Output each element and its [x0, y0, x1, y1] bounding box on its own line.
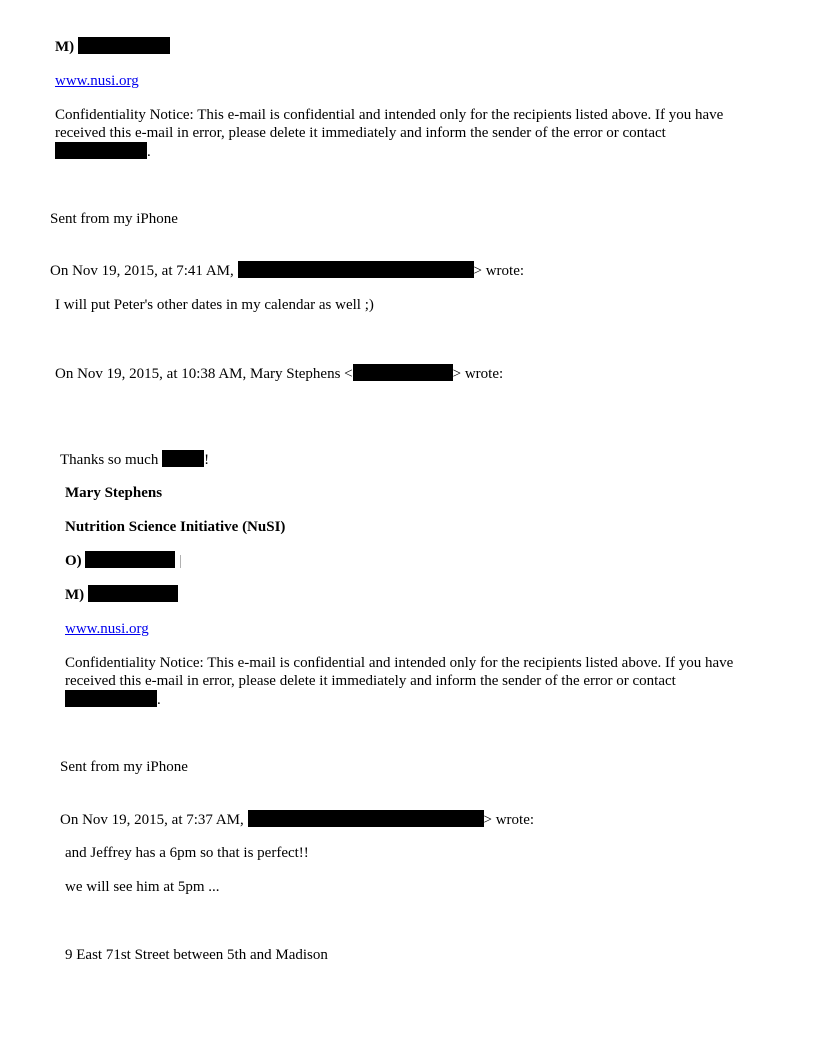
thanks-line	[60, 450, 209, 469]
address-line: 9 East 71st Street between 5th and Madison	[65, 947, 328, 963]
redaction-bar	[88, 585, 178, 602]
redaction-bar	[65, 690, 157, 707]
thanks-prefix: Thanks so much	[60, 452, 159, 468]
quote-prefix: On Nov 19, 2015, at 7:37 AM,	[60, 812, 244, 828]
quote-header-3	[60, 810, 534, 829]
website-line-2	[65, 620, 149, 638]
mobile-label: M)	[55, 39, 75, 55]
office-separator: |	[179, 553, 183, 569]
message-line-2: and Jeffrey has a 6pm so that is perfect!!	[65, 845, 309, 861]
thanks-suffix: !	[204, 452, 210, 468]
redaction-bar	[248, 810, 484, 827]
quote-header-2	[55, 364, 503, 383]
redaction-bar	[55, 142, 147, 159]
mobile-line-2	[65, 585, 178, 604]
redaction-bar	[353, 364, 453, 381]
confidentiality-notice-1	[55, 106, 745, 161]
redaction-bar	[85, 551, 175, 568]
message-line-3: we will see him at 5pm ...	[65, 879, 220, 895]
mobile-label: M)	[65, 587, 85, 603]
confidentiality-notice-2	[65, 654, 755, 709]
quote-prefix: On Nov 19, 2015, at 7:41 AM,	[50, 263, 234, 279]
quote-prefix: On Nov 19, 2015, at 10:38 AM, Mary Stephens <	[55, 366, 353, 382]
signature-name: Mary Stephens	[65, 485, 163, 501]
office-line	[65, 551, 182, 570]
mobile-line-1	[55, 37, 170, 56]
signature-org: Nutrition Science Initiative (NuSI)	[65, 519, 286, 535]
quote-suffix: > wrote:	[473, 263, 525, 279]
sent-from-iphone-1: Sent from my iPhone	[50, 211, 178, 227]
notice-text: Confidentiality Notice: This e-mail is confidential and intended only for the recipients listed above. If you have received this e-mail in error, please delete it immediately and inform the sender of the error or contact	[65, 655, 734, 689]
redaction-bar	[162, 450, 204, 467]
quote-suffix: > wrote:	[483, 812, 535, 828]
quote-suffix: > wrote:	[452, 366, 504, 382]
office-label: O)	[65, 553, 82, 569]
notice-end: .	[157, 692, 161, 708]
notice-end: .	[147, 144, 151, 160]
website-link[interactable]: www.nusi.org	[65, 621, 149, 637]
quote-header-1	[50, 261, 524, 280]
website-line-1	[55, 72, 139, 90]
redaction-bar	[238, 261, 474, 278]
notice-text: Confidentiality Notice: This e-mail is confidential and intended only for the recipients listed above. If you have received this e-mail in error, please delete it immediately and inform the sender of the error or contact	[55, 107, 724, 141]
sent-from-iphone-2: Sent from my iPhone	[60, 759, 188, 775]
website-link[interactable]: www.nusi.org	[55, 73, 139, 89]
redaction-bar	[78, 37, 170, 54]
message-line-1: I will put Peter's other dates in my calendar as well ;)	[55, 297, 374, 313]
